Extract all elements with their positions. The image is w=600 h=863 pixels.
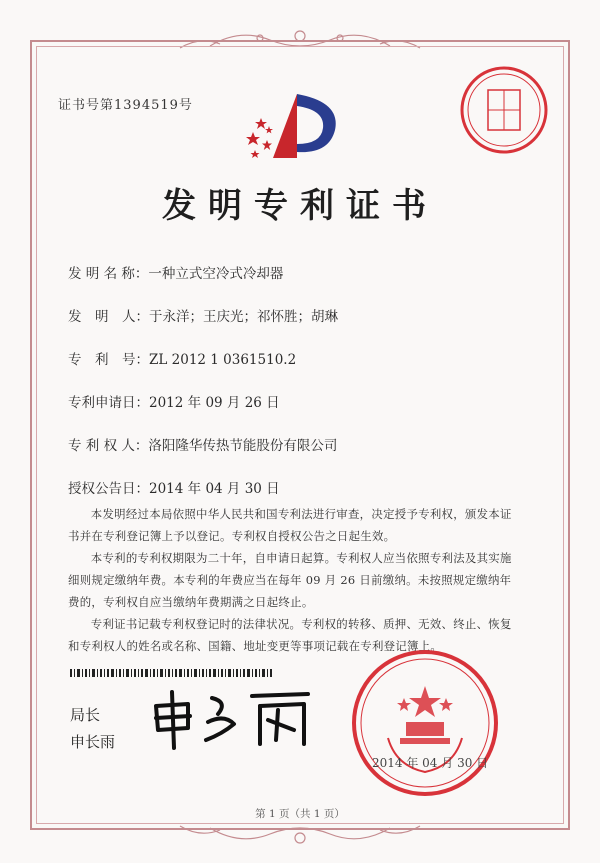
page-footer: 第 1 页（共 1 页）	[255, 808, 345, 820]
signer-name: 申长雨	[70, 733, 116, 751]
paragraph: 本发明经过本局依照中华人民共和国专利法进行审查，决定授予专利权，颁发本证书并在专利登记簿上予以登记。专利权自授权公告之日起生效。	[68, 507, 512, 543]
certificate-title: 发明专利证书	[162, 186, 438, 226]
field-value: 一种立式空冷式冷却器	[148, 266, 284, 282]
field-inventors	[68, 305, 338, 325]
field-value: ZL 2012 1 0361510.2	[149, 352, 297, 368]
field-patent-number	[68, 348, 296, 368]
field-label: 发 明 人：	[68, 309, 149, 325]
field-label: 发 明 名 称：	[68, 266, 149, 282]
field-grant-date	[68, 477, 280, 497]
certificate-body	[68, 503, 523, 657]
field-invention-name	[68, 262, 283, 282]
certificate-number: 证书号第1394519号	[58, 98, 193, 113]
field-label: 专利申请日：	[68, 395, 149, 411]
national-seal-icon	[350, 648, 500, 798]
field-label: 授权公告日：	[68, 481, 149, 497]
field-value: 2014 年 04 月 30 日	[149, 481, 280, 497]
patent-office-logo-icon	[245, 88, 345, 170]
field-value: 于永洋；王庆光；祁怀胜；胡琳	[149, 309, 338, 325]
barcode-icon	[70, 662, 275, 670]
seal-date: 2014 年 04 月 30 日	[372, 756, 489, 770]
paragraph: 专利证书记载专利权登记时的法律状况。专利权的转移、质押、无效、终止、恢复和专利权人的姓名或名称、国籍、地址变更等事项记载在专利登记簿上。	[68, 617, 512, 653]
field-application-date	[68, 391, 280, 411]
field-label: 专 利 权 人：	[68, 438, 149, 454]
paragraph: 本专利的专利权期限为二十年，自申请日起算。专利权人应当依照专利法及其实施细则规定缴纳年费。本专利的年费应当在每年 09 月 26 日前缴纳。未按照规定缴纳年费的，专利权自应当缴纳年费期满之日起终止。	[68, 551, 512, 609]
signer-title: 局长	[70, 706, 101, 724]
field-value: 2012 年 09 月 26 日	[149, 395, 280, 411]
signature-icon	[148, 684, 318, 754]
field-patentee	[68, 434, 337, 454]
agency-seal-icon	[458, 64, 550, 156]
field-label: 专 利 号：	[68, 352, 149, 368]
field-value: 洛阳隆华传热节能股份有限公司	[148, 438, 338, 454]
